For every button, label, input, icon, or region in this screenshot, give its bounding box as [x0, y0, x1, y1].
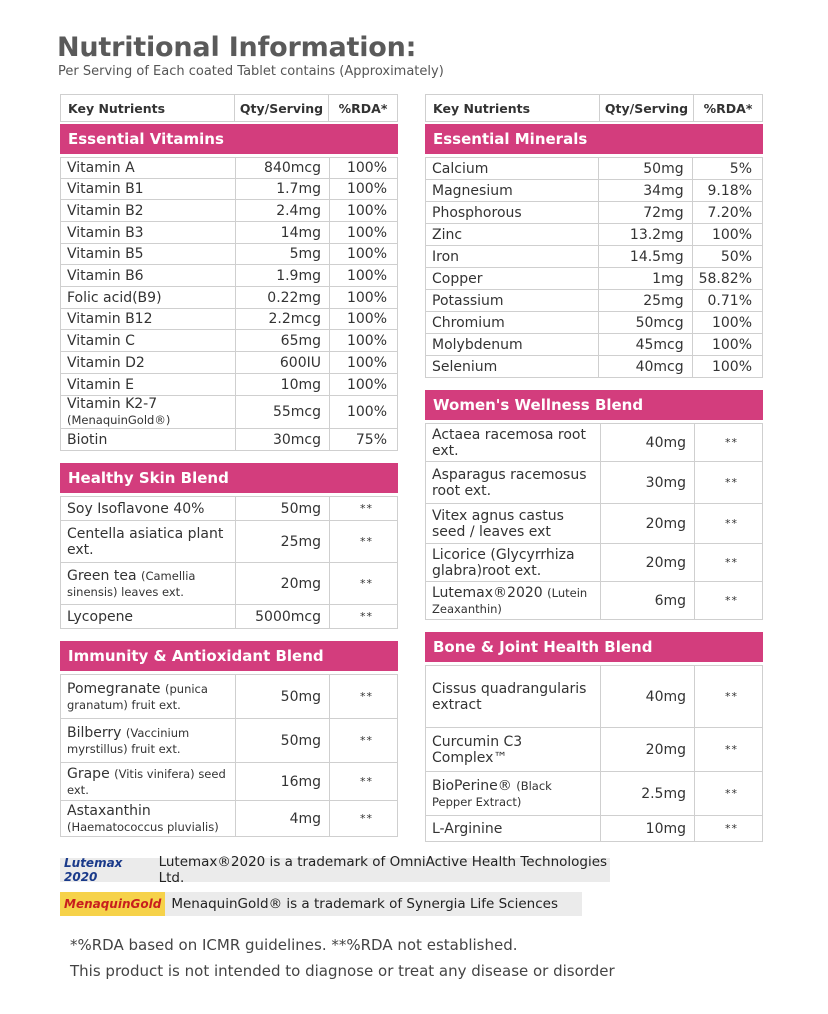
table-row — [426, 334, 763, 356]
nutrient-name: Folic acid(B9) — [61, 287, 236, 309]
qty-value: 65mg — [236, 330, 330, 352]
rda-value: ** — [330, 521, 398, 563]
table-row — [61, 396, 398, 429]
qty-value: 20mg — [601, 728, 695, 772]
rda-value: 58.82% — [692, 268, 762, 290]
nutrient-name: Lutemax®2020 (Lutein Zeaxanthin) — [426, 582, 601, 620]
table-row — [426, 356, 763, 378]
rda-value: 100% — [692, 334, 762, 356]
rda-value: 75% — [330, 429, 398, 451]
table-row — [426, 666, 763, 728]
nutrient-name: Vitamin B3 — [61, 222, 236, 244]
rda-value: 100% — [330, 396, 398, 429]
table-row — [61, 763, 398, 801]
lutemax-trademark-text: Lutemax®2020 is a trademark of OmniActive Health Technologies Ltd. — [158, 854, 608, 886]
qty-value: 10mg — [236, 374, 330, 396]
nutrient-name: Vitamin E — [61, 374, 236, 396]
qty-value: 72mg — [598, 202, 692, 224]
table-row — [426, 544, 763, 582]
rda-value: 100% — [692, 356, 762, 378]
rda-value: ** — [695, 544, 763, 582]
nutrient-name: Potassium — [426, 290, 599, 312]
rda-value: ** — [695, 582, 763, 620]
immunity-table — [60, 674, 398, 837]
nutrient-name: Astaxanthin (Haematococcus pluvialis) — [61, 801, 236, 837]
nutrient-name: Lycopene — [61, 605, 236, 629]
rda-value: ** — [695, 666, 763, 728]
table-row — [61, 244, 398, 265]
qty-value: 4mg — [236, 801, 330, 837]
table-row — [426, 582, 763, 620]
table-row — [61, 179, 398, 200]
page-subtitle: Per Serving of Each coated Tablet contains (Approximately) — [58, 64, 444, 79]
qty-value: 25mg — [598, 290, 692, 312]
nutrient-name: Licorice (Glycyrrhiza glabra)root ext. — [426, 544, 601, 582]
header-qty: Qty/Serving — [235, 95, 329, 121]
table-row — [61, 719, 398, 763]
section-womens-wellness-blend: Women's Wellness Blend — [425, 390, 763, 420]
menaquin-trademark-text: MenaquinGold® is a trademark of Synergia Life Sciences — [171, 896, 558, 912]
nutrient-name: Zinc — [426, 224, 599, 246]
rda-value: ** — [695, 504, 763, 544]
rda-value: 100% — [330, 265, 398, 287]
qty-value: 20mg — [236, 563, 330, 605]
qty-value: 40mcg — [598, 356, 692, 378]
table-row — [61, 287, 398, 309]
qty-value: 5000mcg — [236, 605, 330, 629]
rda-value: ** — [695, 728, 763, 772]
nutrient-name: Centella asiatica plant ext. — [61, 521, 236, 563]
qty-value: 1.9mg — [236, 265, 330, 287]
table-row — [61, 330, 398, 352]
rda-value: ** — [330, 801, 398, 837]
table-row — [61, 563, 398, 605]
rda-value: 100% — [692, 224, 762, 246]
rda-value: 100% — [330, 179, 398, 200]
rda-value: 100% — [692, 312, 762, 334]
qty-value: 1.7mg — [236, 179, 330, 200]
rda-value: 0.71% — [692, 290, 762, 312]
qty-value: 0.22mg — [236, 287, 330, 309]
nutrient-name: Iron — [426, 246, 599, 268]
qty-value: 50mg — [236, 719, 330, 763]
nutrient-name: Calcium — [426, 158, 599, 180]
table-row — [426, 224, 763, 246]
nutrient-name: Vitamin K2-7 (MenaquinGold®) — [61, 396, 236, 429]
vitamins-table — [60, 157, 398, 451]
rda-value: 7.20% — [692, 202, 762, 224]
table-row — [426, 202, 763, 224]
nutrient-name: Green tea (Camellia sinensis) leaves ext. — [61, 563, 236, 605]
rda-value: ** — [695, 424, 763, 462]
nutrient-name: Vitamin D2 — [61, 352, 236, 374]
nutrient-name: Vitex agnus castus seed / leaves ext — [426, 504, 601, 544]
qty-value: 14.5mg — [598, 246, 692, 268]
table-row — [61, 309, 398, 330]
rda-value: 100% — [330, 244, 398, 265]
qty-value: 50mg — [236, 497, 330, 521]
qty-value: 40mg — [601, 424, 695, 462]
table-row — [426, 290, 763, 312]
qty-value: 20mg — [601, 544, 695, 582]
table-row — [61, 675, 398, 719]
section-essential-vitamins: Essential Vitamins — [60, 124, 398, 154]
qty-value: 600IU — [236, 352, 330, 374]
nutrient-name: Selenium — [426, 356, 599, 378]
qty-value: 30mg — [601, 462, 695, 504]
table-row — [426, 504, 763, 544]
nutrient-name: Soy Isoflavone 40% — [61, 497, 236, 521]
page-title: Nutritional Information: — [57, 32, 417, 63]
table-row — [61, 222, 398, 244]
menaquin-logo: MenaquinGold — [60, 892, 165, 916]
nutrient-name: Bilberry (Vaccinium myrstillus) fruit ext. — [61, 719, 236, 763]
table-row — [426, 772, 763, 816]
header-rda: %RDA* — [703, 100, 753, 116]
menaquin-trademark — [60, 892, 582, 916]
nutrient-name: Magnesium — [426, 180, 599, 202]
nutrient-name: Phosphorous — [426, 202, 599, 224]
rda-value: 9.18% — [692, 180, 762, 202]
section-immunity-blend: Immunity & Antioxidant Blend — [60, 641, 398, 671]
nutrient-name: Grape (Vitis vinifera) seed ext. — [61, 763, 236, 801]
qty-value: 50mg — [598, 158, 692, 180]
table-row — [61, 429, 398, 451]
header-rda: %RDA* — [338, 100, 388, 116]
qty-value: 50mcg — [598, 312, 692, 334]
nutrient-name: Biotin — [61, 429, 236, 451]
qty-value: 2.5mg — [601, 772, 695, 816]
qty-value: 20mg — [601, 504, 695, 544]
qty-value: 2.2mcg — [236, 309, 330, 330]
nutrient-name: BioPerine® (Black Pepper Extract) — [426, 772, 601, 816]
rda-value: ** — [695, 462, 763, 504]
qty-value: 25mg — [236, 521, 330, 563]
nutrient-name: Vitamin B2 — [61, 200, 236, 222]
qty-value: 10mg — [601, 816, 695, 842]
rda-value: ** — [330, 563, 398, 605]
rda-value: ** — [330, 605, 398, 629]
rda-value: ** — [330, 675, 398, 719]
nutrient-name: Chromium — [426, 312, 599, 334]
nutrient-name: Asparagus racemosus root ext. — [426, 462, 601, 504]
footnote-rda: *%RDA based on ICMR guidelines. **%RDA not established. — [70, 936, 518, 954]
rda-value: ** — [330, 497, 398, 521]
skin-table — [60, 496, 398, 629]
qty-value: 5mg — [236, 244, 330, 265]
qty-value: 45mcg — [598, 334, 692, 356]
nutrient-name: Pomegranate (punica granatum) fruit ext. — [61, 675, 236, 719]
rda-value: 5% — [692, 158, 762, 180]
qty-value: 34mg — [598, 180, 692, 202]
footnote-disclaimer: This product is not intended to diagnose or treat any disease or disorder — [70, 962, 615, 980]
nutrient-name: Vitamin A — [61, 158, 236, 179]
qty-value: 50mg — [236, 675, 330, 719]
rda-value: 100% — [330, 200, 398, 222]
table-row — [426, 246, 763, 268]
rda-value: 100% — [330, 158, 398, 179]
table-row — [61, 352, 398, 374]
table-row — [61, 605, 398, 629]
nutrient-name: Vitamin B6 — [61, 265, 236, 287]
header-nutrients: Key Nutrients — [61, 95, 235, 121]
table-row — [61, 801, 398, 837]
lutemax-logo: Lutemax 2020 — [64, 856, 123, 884]
table-header — [425, 94, 763, 122]
rda-value: ** — [695, 772, 763, 816]
nutrient-name: Copper — [426, 268, 599, 290]
table-row — [61, 374, 398, 396]
qty-value: 55mcg — [236, 396, 330, 429]
table-row — [61, 200, 398, 222]
section-bone-joint-blend: Bone & Joint Health Blend — [425, 632, 763, 662]
table-row — [61, 497, 398, 521]
table-row — [61, 521, 398, 563]
section-healthy-skin-blend: Healthy Skin Blend — [60, 463, 398, 493]
right-column — [425, 94, 763, 842]
rda-value: 100% — [330, 222, 398, 244]
qty-value: 30mcg — [236, 429, 330, 451]
qty-value: 40mg — [601, 666, 695, 728]
table-row — [61, 158, 398, 179]
table-row — [426, 312, 763, 334]
header-nutrients: Key Nutrients — [426, 95, 600, 121]
nutrient-name: L-Arginine — [426, 816, 601, 842]
rda-value: 100% — [330, 309, 398, 330]
table-row — [426, 816, 763, 842]
table-row — [61, 265, 398, 287]
table-row — [426, 158, 763, 180]
rda-value: 100% — [330, 287, 398, 309]
table-header — [60, 94, 398, 122]
qty-value: 14mg — [236, 222, 330, 244]
table-row — [426, 462, 763, 504]
nutrient-name: Actaea racemosa root ext. — [426, 424, 601, 462]
bone-table — [425, 665, 763, 842]
header-qty: Qty/Serving — [600, 95, 694, 121]
table-row — [426, 728, 763, 772]
table-row — [426, 268, 763, 290]
left-column — [60, 94, 398, 837]
qty-value: 16mg — [236, 763, 330, 801]
nutrient-name: Vitamin C — [61, 330, 236, 352]
qty-value: 1mg — [598, 268, 692, 290]
nutrient-name: Molybdenum — [426, 334, 599, 356]
nutrient-name: Vitamin B5 — [61, 244, 236, 265]
qty-value: 6mg — [601, 582, 695, 620]
lutemax-trademark — [60, 854, 610, 886]
nutrient-name: Vitamin B12 — [61, 309, 236, 330]
qty-value: 13.2mg — [598, 224, 692, 246]
rda-value: 100% — [330, 374, 398, 396]
rda-value: 100% — [330, 330, 398, 352]
rda-value: ** — [330, 763, 398, 801]
rda-value: 100% — [330, 352, 398, 374]
nutrient-name: Curcumin C3 Complex™ — [426, 728, 601, 772]
section-essential-minerals: Essential Minerals — [425, 124, 763, 154]
table-row — [426, 180, 763, 202]
rda-value: 50% — [692, 246, 762, 268]
qty-value: 840mcg — [236, 158, 330, 179]
nutrient-name: Vitamin B1 — [61, 179, 236, 200]
qty-value: 2.4mg — [236, 200, 330, 222]
rda-value: ** — [330, 719, 398, 763]
nutrient-name: Cissus quadrangularis extract — [426, 666, 601, 728]
table-row — [426, 424, 763, 462]
minerals-table — [425, 157, 763, 378]
womens-table — [425, 423, 763, 620]
rda-value: ** — [695, 816, 763, 842]
